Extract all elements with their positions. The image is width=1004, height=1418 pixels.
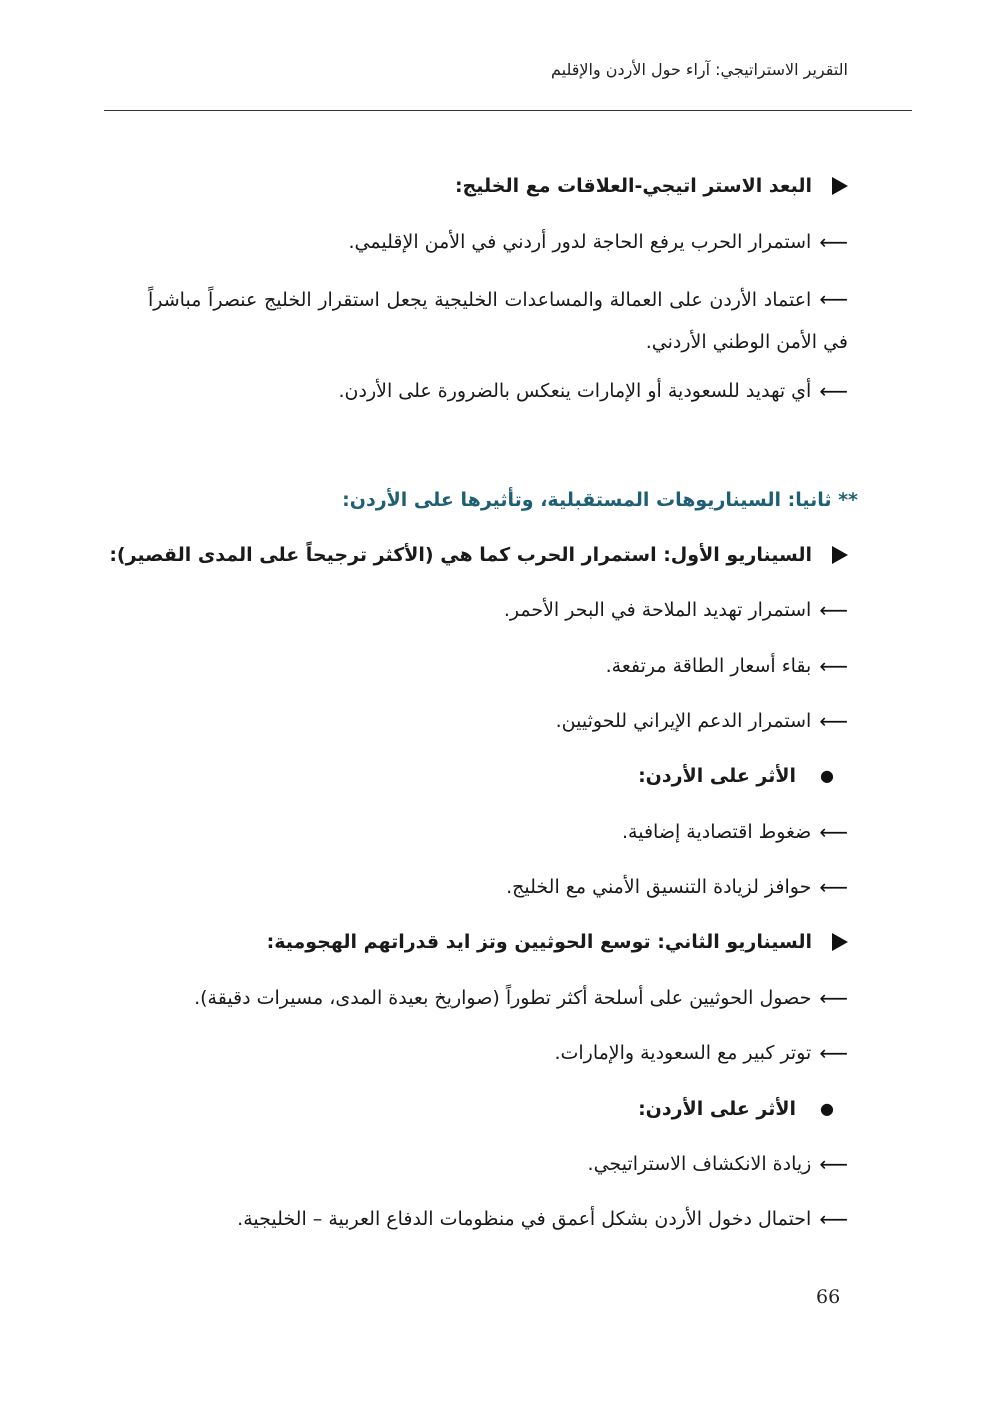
list-item-text: ضغوط اقتصادية إضافية. <box>622 821 812 843</box>
list-item-text: استمرار الدعم الإيراني للحوثيين. <box>555 710 812 732</box>
arrow-left-icon: ⟵ <box>819 1207 848 1231</box>
list-item-text: اعتماد الأردن على العمالة والمساعدات الخليجية يجعل استقرار الخليج عنصراً مباشراً في الأمن الوطني الأردني. <box>148 289 848 353</box>
arrow-left-icon: ⟵ <box>819 598 848 622</box>
running-header: التقرير الاستراتيجي: آراء حول الأردن والإقليم <box>550 60 848 79</box>
section-heading-strategic <box>455 172 848 200</box>
list-item <box>506 873 848 901</box>
list-item <box>339 377 848 405</box>
scenario-1-title <box>109 541 848 569</box>
list-item-text: زيادة الانكشاف الاستراتيجي. <box>587 1153 812 1175</box>
list-item-text: احتمال دخول الأردن بشكل أعمق في منظومات الدفاع العربية – الخليجية. <box>237 1208 812 1230</box>
scenario-title-text: السيناريو الثاني: توسع الحوثيين وتز ايد قدراتهم الهجومية: <box>266 931 812 953</box>
list-item <box>622 818 848 846</box>
list-item <box>194 984 848 1012</box>
arrow-left-icon: ⟵ <box>819 986 848 1010</box>
triangle-marker-icon <box>832 546 848 564</box>
impact-label-text: الأثر على الأردن: <box>638 765 797 787</box>
arrow-left-icon: ⟵ <box>819 875 848 899</box>
list-item <box>606 652 848 680</box>
list-item-text: حصول الحوثيين على أسلحة أكثر تطوراً (صواريخ بعيدة المدى، مسيرات دقيقة). <box>194 987 812 1009</box>
triangle-marker-icon <box>832 933 848 951</box>
list-item <box>554 1039 848 1067</box>
list-item <box>148 278 848 363</box>
header-divider <box>104 110 912 111</box>
arrow-left-icon: ⟵ <box>819 287 848 311</box>
list-item <box>237 1205 848 1233</box>
triangle-marker-icon <box>832 177 848 195</box>
list-item-text: حوافز لزيادة التنسيق الأمني مع الخليج. <box>506 876 812 898</box>
scenario-title-text: السيناريو الأول: استمرار الحرب كما هي (الأكثر ترجيحاً على المدى القصير): <box>109 544 812 566</box>
list-item-text: استمرار تهديد الملاحة في البحر الأحمر. <box>503 599 812 621</box>
bullet-dot-icon: ● <box>820 1099 834 1118</box>
section-heading-text: البعد الاستر اتيجي-العلاقات مع الخليج: <box>454 175 812 197</box>
list-item <box>556 707 848 735</box>
arrow-left-icon: ⟵ <box>819 1041 848 1065</box>
list-item-text: أي تهديد للسعودية أو الإمارات ينعكس بالضرورة على الأردن. <box>338 380 812 402</box>
arrow-left-icon: ⟵ <box>819 1152 848 1176</box>
bullet-dot-icon: ● <box>820 766 834 785</box>
arrow-left-icon: ⟵ <box>819 654 848 678</box>
list-item-text: بقاء أسعار الطاقة مرتفعة. <box>605 655 812 677</box>
scenario-2-title <box>267 928 848 956</box>
impact-label <box>638 1095 834 1123</box>
impact-label-text: الأثر على الأردن: <box>638 1098 797 1120</box>
list-item <box>588 1150 848 1178</box>
page-number: 66 <box>816 1286 841 1308</box>
list-item <box>349 228 848 256</box>
arrow-left-icon: ⟵ <box>819 709 848 733</box>
arrow-left-icon: ⟵ <box>819 820 848 844</box>
arrow-left-icon: ⟵ <box>819 230 848 254</box>
section-heading-scenarios: ** ثانيا: السيناريوهات المستقبلية، وتأثيرها على الأردن: <box>342 489 858 511</box>
list-item <box>504 596 848 624</box>
list-item-text: استمرار الحرب يرفع الحاجة لدور أردني في الأمن الإقليمي. <box>348 231 812 253</box>
impact-label <box>638 762 834 790</box>
list-item-text: توتر كبير مع السعودية والإمارات. <box>554 1042 812 1064</box>
arrow-left-icon: ⟵ <box>819 379 848 403</box>
